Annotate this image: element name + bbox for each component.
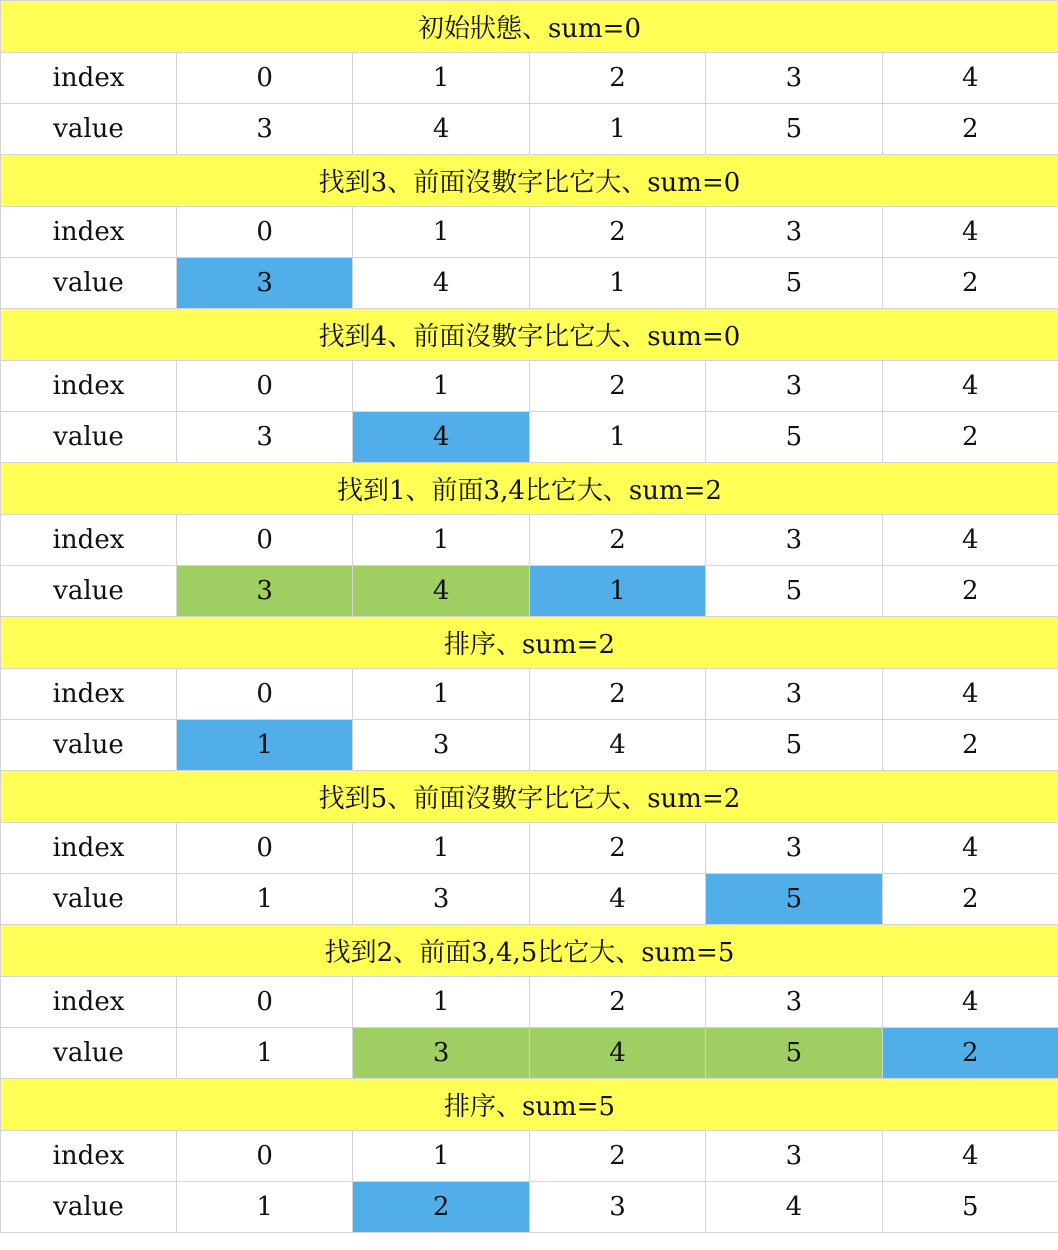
value-cell: 4 (706, 1182, 882, 1233)
step-title: 初始狀態、sum=0 (1, 1, 1058, 53)
index-row (1, 53, 1058, 104)
value-cell: 3 (177, 412, 353, 463)
index-cell: 3 (706, 823, 882, 874)
index-label: index (1, 1131, 177, 1182)
value-label: value (1, 566, 177, 617)
index-cell: 1 (353, 669, 529, 720)
index-label: index (1, 207, 177, 258)
index-cell: 0 (177, 669, 353, 720)
index-cell: 2 (529, 1131, 705, 1182)
value-cell: 5 (706, 258, 882, 309)
value-cell: 3 (529, 1182, 705, 1233)
step-title: 排序、sum=2 (1, 617, 1058, 669)
index-label: index (1, 361, 177, 412)
index-cell: 0 (177, 1131, 353, 1182)
index-cell: 3 (706, 669, 882, 720)
step-title: 找到2、前面3,4,5比它大、sum=5 (1, 925, 1058, 977)
index-label: index (1, 515, 177, 566)
value-label: value (1, 412, 177, 463)
value-cell: 4 (529, 720, 705, 771)
index-label: index (1, 977, 177, 1028)
index-cell: 3 (706, 361, 882, 412)
index-cell: 2 (529, 669, 705, 720)
value-row (1, 720, 1058, 771)
index-cell: 4 (882, 515, 1058, 566)
larger-value-cell: 3 (353, 1028, 529, 1079)
value-cell: 3 (353, 874, 529, 925)
value-label: value (1, 258, 177, 309)
value-row (1, 104, 1058, 155)
larger-value-cell: 4 (529, 1028, 705, 1079)
current-value-cell: 2 (882, 1028, 1058, 1079)
value-label: value (1, 1028, 177, 1079)
index-cell: 4 (882, 823, 1058, 874)
value-cell: 1 (529, 104, 705, 155)
step-title-row (1, 617, 1058, 669)
step-title-row (1, 1, 1058, 53)
value-row (1, 1028, 1058, 1079)
value-cell: 5 (706, 566, 882, 617)
current-value-cell: 1 (177, 720, 353, 771)
index-row (1, 361, 1058, 412)
value-cell: 3 (353, 720, 529, 771)
value-label: value (1, 104, 177, 155)
index-cell: 1 (353, 515, 529, 566)
value-row (1, 1182, 1058, 1233)
value-cell: 4 (353, 258, 529, 309)
index-row (1, 669, 1058, 720)
value-cell: 2 (882, 104, 1058, 155)
index-row (1, 207, 1058, 258)
value-cell: 5 (882, 1182, 1058, 1233)
value-row (1, 566, 1058, 617)
index-cell: 4 (882, 1131, 1058, 1182)
index-row (1, 515, 1058, 566)
step-title-row (1, 925, 1058, 977)
value-cell: 2 (882, 566, 1058, 617)
value-cell: 1 (177, 1182, 353, 1233)
value-cell: 4 (353, 104, 529, 155)
index-cell: 1 (353, 977, 529, 1028)
value-cell: 1 (529, 258, 705, 309)
index-cell: 3 (706, 515, 882, 566)
index-cell: 1 (353, 1131, 529, 1182)
index-cell: 3 (706, 53, 882, 104)
step-title-row (1, 155, 1058, 207)
value-cell: 2 (882, 720, 1058, 771)
index-cell: 2 (529, 207, 705, 258)
index-cell: 1 (353, 361, 529, 412)
step-title: 找到5、前面沒數字比它大、sum=2 (1, 771, 1058, 823)
step-title: 找到4、前面沒數字比它大、sum=0 (1, 309, 1058, 361)
step-title-row (1, 771, 1058, 823)
value-row (1, 412, 1058, 463)
index-cell: 0 (177, 515, 353, 566)
index-cell: 2 (529, 823, 705, 874)
value-cell: 2 (882, 258, 1058, 309)
step-title: 找到1、前面3,4比它大、sum=2 (1, 463, 1058, 515)
index-cell: 4 (882, 669, 1058, 720)
index-cell: 1 (353, 207, 529, 258)
index-cell: 4 (882, 207, 1058, 258)
index-row (1, 1131, 1058, 1182)
current-value-cell: 2 (353, 1182, 529, 1233)
index-cell: 0 (177, 207, 353, 258)
index-cell: 1 (353, 53, 529, 104)
current-value-cell: 1 (529, 566, 705, 617)
index-cell: 3 (706, 1131, 882, 1182)
larger-value-cell: 3 (177, 566, 353, 617)
value-cell: 2 (882, 874, 1058, 925)
index-cell: 3 (706, 977, 882, 1028)
step-title: 找到3、前面沒數字比它大、sum=0 (1, 155, 1058, 207)
index-cell: 4 (882, 53, 1058, 104)
value-cell: 1 (529, 412, 705, 463)
index-cell: 4 (882, 977, 1058, 1028)
value-cell: 1 (177, 1028, 353, 1079)
index-label: index (1, 53, 177, 104)
index-cell: 2 (529, 53, 705, 104)
step-title-row (1, 1079, 1058, 1131)
index-cell: 2 (529, 361, 705, 412)
index-row (1, 977, 1058, 1028)
value-cell: 5 (706, 412, 882, 463)
value-label: value (1, 874, 177, 925)
value-cell: 4 (529, 874, 705, 925)
index-row (1, 823, 1058, 874)
index-cell: 0 (177, 823, 353, 874)
current-value-cell: 5 (706, 874, 882, 925)
current-value-cell: 3 (177, 258, 353, 309)
index-label: index (1, 823, 177, 874)
value-cell: 5 (706, 720, 882, 771)
value-label: value (1, 1182, 177, 1233)
value-cell: 5 (706, 104, 882, 155)
current-value-cell: 4 (353, 412, 529, 463)
step-title: 排序、sum=5 (1, 1079, 1058, 1131)
value-cell: 1 (177, 874, 353, 925)
index-cell: 3 (706, 207, 882, 258)
index-cell: 0 (177, 977, 353, 1028)
value-row (1, 874, 1058, 925)
step-title-row (1, 309, 1058, 361)
index-cell: 2 (529, 977, 705, 1028)
index-cell: 1 (353, 823, 529, 874)
value-cell: 3 (177, 104, 353, 155)
larger-value-cell: 5 (706, 1028, 882, 1079)
index-label: index (1, 669, 177, 720)
index-cell: 4 (882, 361, 1058, 412)
index-cell: 0 (177, 53, 353, 104)
larger-value-cell: 4 (353, 566, 529, 617)
index-cell: 0 (177, 361, 353, 412)
value-cell: 2 (882, 412, 1058, 463)
step-table-body (1, 1, 1058, 1233)
value-row (1, 258, 1058, 309)
step-title-row (1, 463, 1058, 515)
value-label: value (1, 720, 177, 771)
index-cell: 2 (529, 515, 705, 566)
